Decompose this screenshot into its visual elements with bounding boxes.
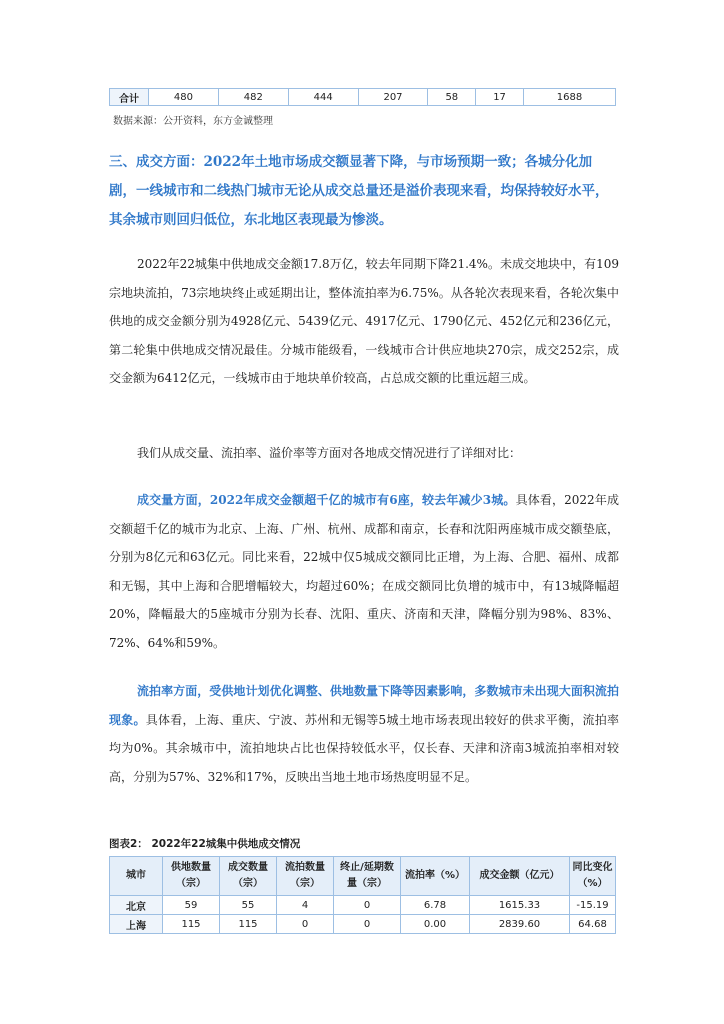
column-header: 城市: [110, 857, 163, 896]
column-header: 供地数量（宗）: [163, 857, 220, 896]
table-cell: 1615.33: [470, 896, 570, 915]
summary-table: [109, 88, 616, 106]
table-cell: 北京: [110, 896, 163, 915]
table-cell: 1688: [523, 89, 615, 106]
table-cell: 58: [428, 89, 476, 106]
table-row: [110, 915, 616, 934]
figure-title: 图表2： 2022年22城集中供地成交情况: [109, 838, 301, 850]
table-cell: 0: [334, 896, 401, 915]
paragraph-1: 2022年22城集中供地成交金额17.8万亿，较去年同期下降21.4%。未成交地块中，有109宗地块流拍，73宗地块终止或延期出让，整体流拍率为6.75%。从各轮次表现来看，各轮次集中供地的成交金额分别为4928亿元、5439亿元、4917亿元、1790亿元、452亿元和236亿元，第二轮集中供地成交情况最佳。分城市能级看，一线城市合计供应地块270宗，成交252宗，成交金额为6412亿元，一线城市由于地块单价较高，占总成交额的比重远超三成。: [109, 257, 619, 385]
table-cell: 482: [218, 89, 288, 106]
table-cell: 444: [288, 89, 358, 106]
table-cell: 115: [220, 915, 277, 934]
table-cell: 上海: [110, 915, 163, 934]
paragraph-2: 我们从成交量、流拍率、溢价率等方面对各地成交情况进行了详细对比：: [137, 446, 522, 460]
table-header-row: [110, 857, 616, 896]
table-cell: 0: [277, 915, 334, 934]
paragraph-3-lead: 成交量方面，2022年成交金额超千亿的城市有6座，较去年减少3城。: [137, 493, 516, 507]
table-row: [110, 89, 616, 106]
table-cell: 207: [358, 89, 428, 106]
paragraph-3: [109, 486, 619, 657]
source-note: 数据来源：公开资料，东方金诚整理: [113, 116, 273, 127]
table-cell: 59: [163, 896, 220, 915]
table-cell: 17: [476, 89, 524, 106]
table-row: [110, 896, 616, 915]
table-cell: 115: [163, 915, 220, 934]
column-header: 终止/延期数量（宗）: [334, 857, 401, 896]
column-header: 成交金额（亿元）: [470, 857, 570, 896]
paragraph-4-body: 具体看，上海、重庆、宁波、苏州和无锡等5城土地市场表现出较好的供求平衡，流拍率均为0%。其余城市中，流拍地块占比也保持较低水平，仅长春、天津和济南3城流拍率相对较高，分别为57%、32%和17%，反映出当地土地市场热度明显不足。: [109, 712, 619, 784]
table-cell: 64.68: [570, 915, 616, 934]
table-cell: 0: [334, 915, 401, 934]
section-heading: 三、成交方面：2022年土地市场成交额显著下降，与市场预期一致；各城分化加剧，一线城市和二线热门城市无论从成交总量还是溢价表现来看，均保持较好水平，其余城市则回归低位，东北地区表现最为惨淡。: [109, 154, 609, 228]
table-cell: 6.78: [401, 896, 470, 915]
column-header: 成交数量（宗）: [220, 857, 277, 896]
table-cell: 4: [277, 896, 334, 915]
column-header: 流拍数量（宗）: [277, 857, 334, 896]
paragraph-4-lead: 流拍率方面，受供地计划优化调整、供地数量下降等因素影响，多数城市未出现大面积流拍现象。: [109, 684, 619, 727]
table-cell: 55: [220, 896, 277, 915]
table-cell: 480: [149, 89, 219, 106]
table-cell: -15.19: [570, 896, 616, 915]
table-cell: 合计: [110, 89, 149, 106]
paragraph-4: [109, 677, 619, 791]
column-header: 同比变化（%）: [570, 857, 616, 896]
city-transaction-table: [109, 856, 616, 934]
table-cell: 0.00: [401, 915, 470, 934]
paragraph-3-body: 具体看，2022年成交额超千亿的城市为北京、上海、广州、杭州、成都和南京，长春和沈阳两座城市成交额垫底，分别为8亿元和63亿元。同比来看，22城中仅5城成交额同比正增，为上海、合肥、福州、成都和无锡，其中上海和合肥增幅较大，均超过60%；在成交额同比负增的城市中，有13城降幅超20%，降幅最大的5座城市分别为长春、沈阳、重庆、济南和天津，降幅分别为98%、83%、72%、64%和59%。: [109, 493, 619, 650]
column-header: 流拍率（%）: [401, 857, 470, 896]
table-cell: 2839.60: [470, 915, 570, 934]
